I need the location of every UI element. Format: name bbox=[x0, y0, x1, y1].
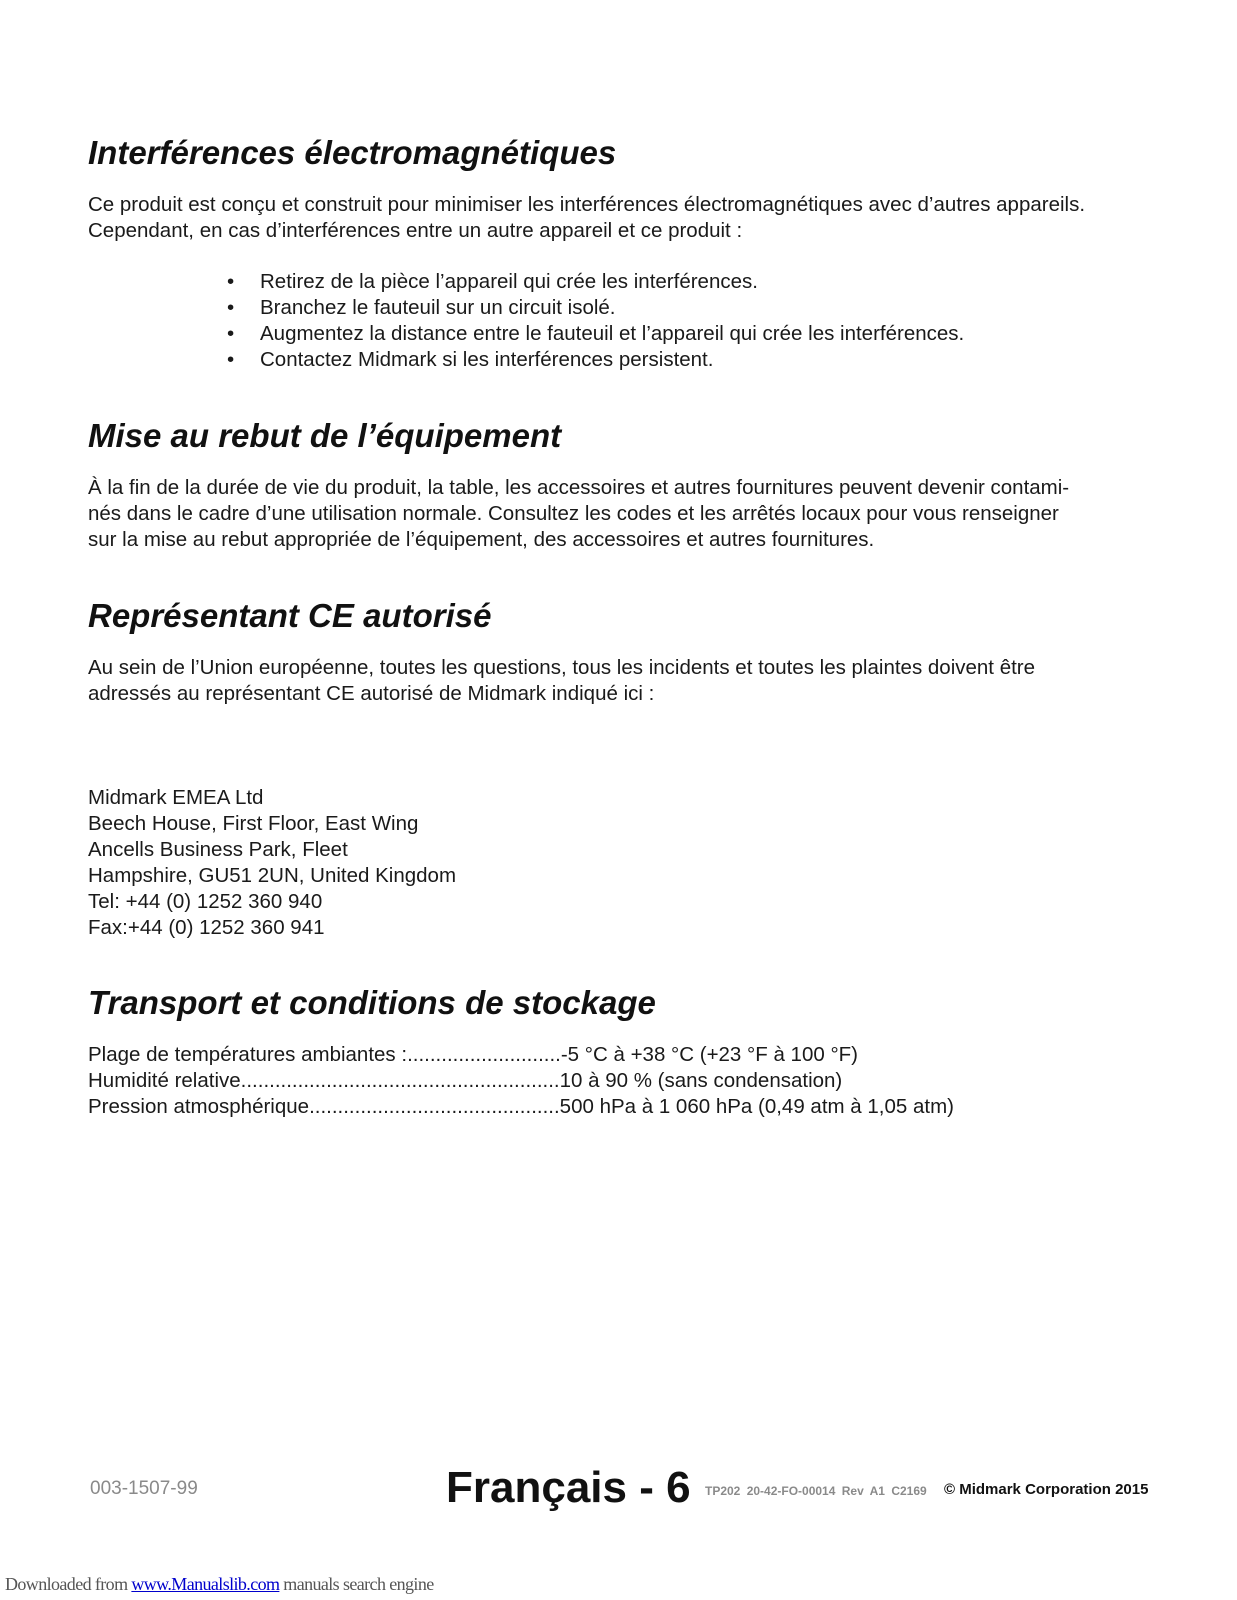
section-storage bbox=[88, 983, 1148, 1023]
address-line: Beech House, First Floor, East Wing bbox=[88, 812, 419, 835]
spec-pressure: Pression atmosphérique............................................500 hPa à 1 060 hPa (0,49 atm à 1,05 atm) bbox=[88, 1095, 954, 1118]
download-prefix: Downloaded from bbox=[5, 1574, 132, 1594]
bullet-text: Augmentez la distance entre le fauteuil et l’appareil qui crée les interférences. bbox=[260, 322, 965, 345]
footer-copyright: © Midmark Corporation 2015 bbox=[944, 1481, 1149, 1498]
emi-intro bbox=[88, 192, 1148, 244]
bullet-glyph: • bbox=[227, 270, 235, 293]
emi-intro-line-2: Cependant, en cas d’interférences entre un autre appareil et ce produit : bbox=[88, 219, 743, 242]
address-phone: Tel: +44 (0) 1252 360 940 bbox=[88, 890, 323, 913]
address-line: Ancells Business Park, Fleet bbox=[88, 838, 348, 861]
emi-bullet-list bbox=[227, 269, 1127, 373]
ce-rep-line-2: adressés au représentant CE autorisé de Midmark indiqué ici : bbox=[88, 682, 655, 705]
spec-temperature: Plage de températures ambiantes :...........................-5 °C à +38 °C (+23 °F à 100 °F) bbox=[88, 1043, 858, 1066]
bullet-text: Contactez Midmark si les interférences persistent. bbox=[260, 348, 714, 371]
disposal-body bbox=[88, 475, 1148, 553]
ce-rep-body bbox=[88, 655, 1148, 707]
footer-page-label: Français - 6 bbox=[446, 1463, 691, 1512]
bullet-text: Branchez le fauteuil sur un circuit isolé. bbox=[260, 296, 616, 319]
emi-intro-line-1: Ce produit est conçu et construit pour minimiser les interférences électromagnétiques avec d’autres appareils. bbox=[88, 193, 1086, 216]
section-title-emi: Interférences électromagnétiques bbox=[88, 134, 617, 171]
section-ce-rep bbox=[88, 596, 1148, 636]
section-title-disposal: Mise au rebut de l’équipement bbox=[88, 417, 562, 454]
list-item bbox=[227, 269, 1127, 295]
list-item bbox=[227, 295, 1127, 321]
bullet-glyph: • bbox=[227, 296, 235, 319]
list-item bbox=[227, 321, 1127, 347]
footer-doc-code: 003-1507-99 bbox=[90, 1478, 198, 1499]
disposal-line-3: sur la mise au rebut appropriée de l’équipement, des accessoires et autres fournitures. bbox=[88, 528, 875, 551]
list-item bbox=[227, 347, 1127, 373]
disposal-line-2: nés dans le cadre d’une utilisation normale. Consultez les codes et les arrêtés locaux pour vous renseigner bbox=[88, 502, 1059, 525]
address-line: Midmark EMEA Ltd bbox=[88, 786, 264, 809]
section-disposal bbox=[88, 416, 1148, 456]
bullet-glyph: • bbox=[227, 322, 235, 345]
bullet-glyph: • bbox=[227, 348, 235, 371]
footer-reference: TP202 20-42-FO-00014 Rev A1 C2169 bbox=[705, 1484, 927, 1498]
section-title-storage: Transport et conditions de stockage bbox=[88, 984, 656, 1021]
address-line: Hampshire, GU51 2UN, United Kingdom bbox=[88, 864, 457, 887]
section-title-ce-rep: Représentant CE autorisé bbox=[88, 597, 492, 634]
ce-rep-line-1: Au sein de l’Union européenne, toutes les questions, tous les incidents et toutes les plaintes doivent être bbox=[88, 656, 1036, 679]
spec-humidity: Humidité relative........................................................10 à 90 % (sans condensation) bbox=[88, 1069, 843, 1092]
download-bar bbox=[5, 1574, 434, 1595]
disposal-line-1: À la fin de la durée de vie du produit, la table, les accessoires et autres fournitures peuvent devenir contami- bbox=[88, 476, 1070, 499]
download-suffix: manuals search engine bbox=[279, 1574, 434, 1594]
address-fax: Fax:+44 (0) 1252 360 941 bbox=[88, 916, 325, 939]
section-emi bbox=[88, 133, 1148, 173]
manualslib-link[interactable]: www.Manualslib.com bbox=[131, 1574, 280, 1594]
storage-specs bbox=[88, 1042, 1148, 1120]
bullet-text: Retirez de la pièce l’appareil qui crée les interférences. bbox=[260, 270, 758, 293]
ce-rep-address bbox=[88, 785, 1148, 941]
